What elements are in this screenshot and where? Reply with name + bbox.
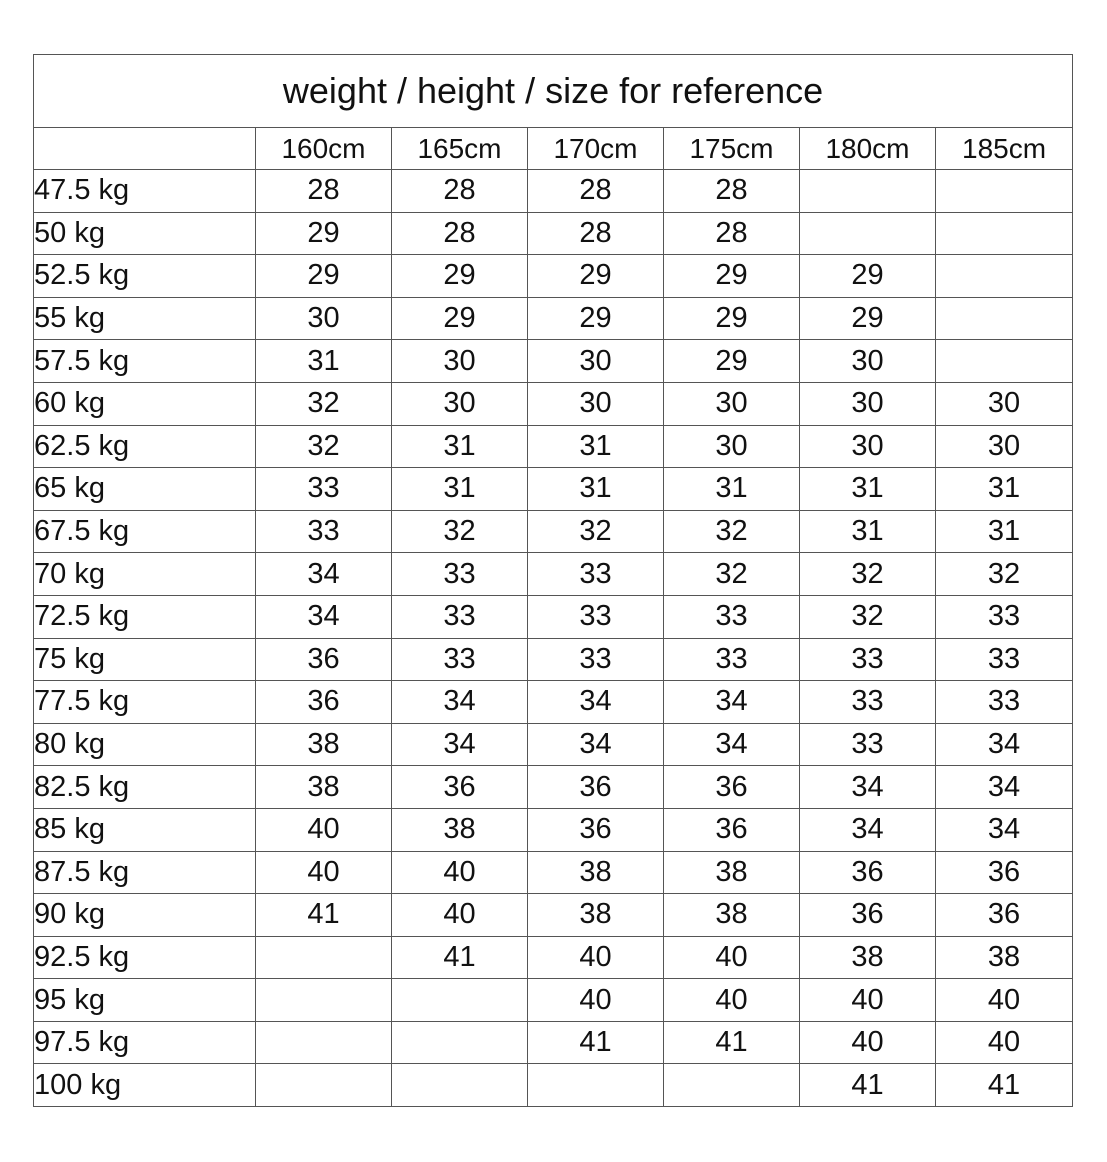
size-cell: 33 — [392, 638, 528, 681]
size-cell: 33 — [936, 681, 1073, 724]
height-header-160cm: 160cm — [256, 128, 392, 170]
height-header-180cm: 180cm — [800, 128, 936, 170]
size-cell — [936, 212, 1073, 255]
table-row — [34, 170, 1073, 213]
size-cell — [528, 1064, 664, 1107]
weight-cell: 87.5 kg — [34, 851, 256, 894]
weight-cell: 47.5 kg — [34, 170, 256, 213]
size-cell: 41 — [664, 1021, 800, 1064]
table-row — [34, 723, 1073, 766]
size-cell: 38 — [936, 936, 1073, 979]
weight-cell: 80 kg — [34, 723, 256, 766]
table-title: weight / height / size for reference — [34, 55, 1073, 128]
size-cell: 28 — [664, 212, 800, 255]
table-row — [34, 468, 1073, 511]
size-cell: 31 — [936, 468, 1073, 511]
size-cell — [256, 1064, 392, 1107]
table-row — [34, 894, 1073, 937]
size-cell — [664, 1064, 800, 1107]
size-cell — [256, 936, 392, 979]
weight-cell: 65 kg — [34, 468, 256, 511]
size-cell: 40 — [936, 1021, 1073, 1064]
weight-cell: 57.5 kg — [34, 340, 256, 383]
table-row — [34, 382, 1073, 425]
size-cell: 33 — [936, 595, 1073, 638]
size-cell: 41 — [256, 894, 392, 937]
size-cell: 38 — [664, 894, 800, 937]
size-cell: 34 — [528, 681, 664, 724]
weight-cell: 97.5 kg — [34, 1021, 256, 1064]
size-cell: 31 — [800, 468, 936, 511]
size-cell: 31 — [392, 425, 528, 468]
corner-cell — [34, 128, 256, 170]
size-cell: 41 — [528, 1021, 664, 1064]
size-cell: 32 — [800, 595, 936, 638]
size-cell: 28 — [256, 170, 392, 213]
size-cell: 28 — [664, 170, 800, 213]
size-cell — [392, 1064, 528, 1107]
height-header-185cm: 185cm — [936, 128, 1073, 170]
size-cell: 34 — [392, 723, 528, 766]
weight-cell: 70 kg — [34, 553, 256, 596]
size-cell: 34 — [256, 553, 392, 596]
table-row — [34, 425, 1073, 468]
size-cell: 29 — [800, 255, 936, 298]
weight-cell: 95 kg — [34, 979, 256, 1022]
size-cell — [936, 255, 1073, 298]
table-row — [34, 510, 1073, 553]
size-cell: 38 — [256, 766, 392, 809]
size-cell: 34 — [800, 808, 936, 851]
table-row — [34, 808, 1073, 851]
size-cell — [936, 340, 1073, 383]
size-cell: 36 — [936, 851, 1073, 894]
size-cell: 32 — [936, 553, 1073, 596]
size-cell: 29 — [256, 255, 392, 298]
size-cell: 30 — [392, 382, 528, 425]
size-cell: 32 — [256, 425, 392, 468]
size-cell: 33 — [256, 468, 392, 511]
size-cell: 40 — [528, 936, 664, 979]
size-cell: 38 — [664, 851, 800, 894]
weight-cell: 62.5 kg — [34, 425, 256, 468]
size-cell: 38 — [256, 723, 392, 766]
size-cell: 36 — [528, 766, 664, 809]
size-cell: 40 — [392, 894, 528, 937]
size-cell: 36 — [936, 894, 1073, 937]
size-cell: 40 — [800, 1021, 936, 1064]
size-cell: 29 — [392, 255, 528, 298]
size-cell: 36 — [664, 766, 800, 809]
size-cell: 34 — [392, 681, 528, 724]
size-cell: 32 — [528, 510, 664, 553]
size-cell: 33 — [528, 595, 664, 638]
weight-cell: 90 kg — [34, 894, 256, 937]
size-cell: 30 — [936, 425, 1073, 468]
weight-cell: 50 kg — [34, 212, 256, 255]
size-cell: 31 — [528, 425, 664, 468]
size-cell: 40 — [256, 808, 392, 851]
size-cell: 30 — [800, 425, 936, 468]
size-cell: 33 — [800, 681, 936, 724]
size-cell: 28 — [528, 170, 664, 213]
size-cell: 33 — [392, 595, 528, 638]
height-header-170cm: 170cm — [528, 128, 664, 170]
height-header-175cm: 175cm — [664, 128, 800, 170]
size-cell: 40 — [664, 979, 800, 1022]
size-cell: 30 — [800, 340, 936, 383]
table-row — [34, 297, 1073, 340]
size-cell: 33 — [664, 638, 800, 681]
size-cell: 31 — [256, 340, 392, 383]
weight-cell: 82.5 kg — [34, 766, 256, 809]
weight-cell: 55 kg — [34, 297, 256, 340]
size-cell: 33 — [800, 723, 936, 766]
size-cell: 29 — [664, 340, 800, 383]
size-cell: 30 — [664, 425, 800, 468]
size-cell: 30 — [528, 382, 664, 425]
size-cell: 34 — [664, 723, 800, 766]
size-cell — [936, 170, 1073, 213]
size-cell: 33 — [936, 638, 1073, 681]
size-cell: 33 — [800, 638, 936, 681]
weight-cell: 100 kg — [34, 1064, 256, 1107]
size-cell: 38 — [392, 808, 528, 851]
table-row — [34, 851, 1073, 894]
size-cell: 38 — [528, 851, 664, 894]
size-cell: 30 — [664, 382, 800, 425]
weight-cell: 75 kg — [34, 638, 256, 681]
weight-cell: 77.5 kg — [34, 681, 256, 724]
size-cell: 38 — [800, 936, 936, 979]
table-row — [34, 936, 1073, 979]
size-cell: 29 — [664, 255, 800, 298]
weight-cell: 52.5 kg — [34, 255, 256, 298]
size-cell: 33 — [392, 553, 528, 596]
size-cell: 33 — [528, 553, 664, 596]
weight-cell: 72.5 kg — [34, 595, 256, 638]
size-cell: 30 — [256, 297, 392, 340]
size-cell: 31 — [392, 468, 528, 511]
size-cell: 40 — [256, 851, 392, 894]
size-cell: 29 — [528, 255, 664, 298]
size-cell: 34 — [528, 723, 664, 766]
size-cell: 36 — [528, 808, 664, 851]
size-cell — [800, 212, 936, 255]
size-cell: 36 — [256, 681, 392, 724]
size-cell: 33 — [256, 510, 392, 553]
size-chart-table — [33, 54, 1073, 1107]
table-row — [34, 1021, 1073, 1064]
size-cell: 36 — [800, 894, 936, 937]
size-cell: 41 — [800, 1064, 936, 1107]
title-row — [34, 55, 1073, 128]
size-cell: 30 — [392, 340, 528, 383]
size-cell: 32 — [392, 510, 528, 553]
table-row — [34, 979, 1073, 1022]
table-row — [34, 766, 1073, 809]
size-cell: 32 — [664, 510, 800, 553]
size-cell: 34 — [256, 595, 392, 638]
size-cell: 34 — [936, 723, 1073, 766]
size-cell: 31 — [800, 510, 936, 553]
weight-cell: 85 kg — [34, 808, 256, 851]
size-cell: 32 — [664, 553, 800, 596]
size-cell: 30 — [528, 340, 664, 383]
size-cell: 29 — [800, 297, 936, 340]
size-cell: 34 — [936, 766, 1073, 809]
size-cell: 29 — [256, 212, 392, 255]
table-row — [34, 553, 1073, 596]
size-cell: 28 — [528, 212, 664, 255]
size-cell: 40 — [800, 979, 936, 1022]
size-cell: 32 — [800, 553, 936, 596]
size-cell: 30 — [800, 382, 936, 425]
size-cell — [256, 1021, 392, 1064]
size-cell: 34 — [664, 681, 800, 724]
size-cell: 34 — [800, 766, 936, 809]
size-cell — [936, 297, 1073, 340]
size-cell: 29 — [528, 297, 664, 340]
table-row — [34, 638, 1073, 681]
size-cell: 41 — [392, 936, 528, 979]
height-header-row — [34, 128, 1073, 170]
size-cell: 40 — [936, 979, 1073, 1022]
size-cell: 34 — [936, 808, 1073, 851]
weight-cell: 67.5 kg — [34, 510, 256, 553]
size-cell: 40 — [664, 936, 800, 979]
table-row — [34, 595, 1073, 638]
size-cell: 40 — [392, 851, 528, 894]
size-cell — [392, 979, 528, 1022]
weight-cell: 60 kg — [34, 382, 256, 425]
size-cell: 40 — [528, 979, 664, 1022]
size-cell: 29 — [664, 297, 800, 340]
size-cell: 29 — [392, 297, 528, 340]
size-cell — [256, 979, 392, 1022]
size-cell: 38 — [528, 894, 664, 937]
size-cell: 33 — [528, 638, 664, 681]
size-cell: 31 — [664, 468, 800, 511]
table-row — [34, 1064, 1073, 1107]
size-cell: 36 — [664, 808, 800, 851]
size-cell: 41 — [936, 1064, 1073, 1107]
size-cell: 30 — [936, 382, 1073, 425]
size-cell: 32 — [256, 382, 392, 425]
table-row — [34, 340, 1073, 383]
table-row — [34, 212, 1073, 255]
size-cell — [392, 1021, 528, 1064]
size-cell: 36 — [392, 766, 528, 809]
size-cell: 31 — [936, 510, 1073, 553]
weight-cell: 92.5 kg — [34, 936, 256, 979]
size-cell: 33 — [664, 595, 800, 638]
size-cell — [800, 170, 936, 213]
table-row — [34, 681, 1073, 724]
size-cell: 36 — [800, 851, 936, 894]
table-row — [34, 255, 1073, 298]
height-header-165cm: 165cm — [392, 128, 528, 170]
size-cell: 28 — [392, 170, 528, 213]
size-cell: 28 — [392, 212, 528, 255]
size-cell: 31 — [528, 468, 664, 511]
size-cell: 36 — [256, 638, 392, 681]
